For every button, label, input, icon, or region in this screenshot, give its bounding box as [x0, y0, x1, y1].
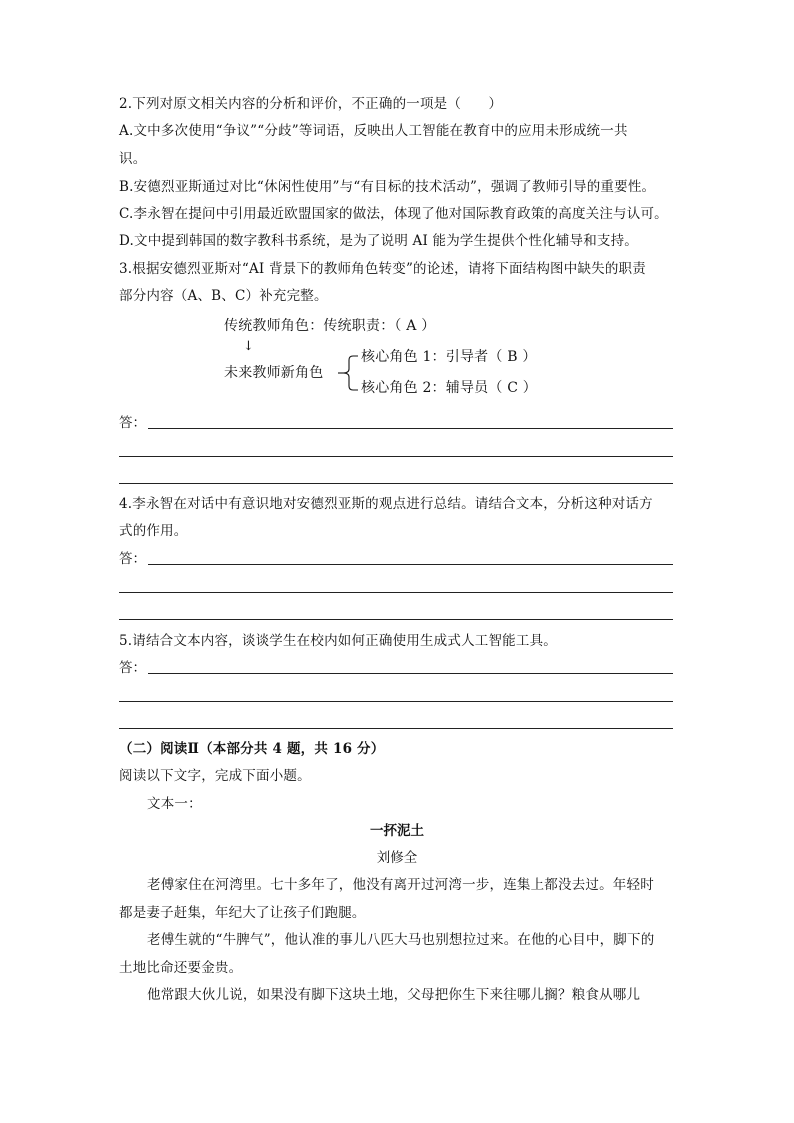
- paragraph-3: 他常跟大伙儿说，如果没有脚下这块土地，父母把你生下来往哪儿搁？粮食从哪儿: [147, 987, 641, 1003]
- answer-line[interactable]: [119, 701, 673, 702]
- answer-line[interactable]: [148, 673, 673, 674]
- answer-line[interactable]: [148, 428, 673, 429]
- answer-line[interactable]: [119, 592, 673, 593]
- paragraph-2: 老傅生就的“牛脾气”，他认准的事儿八匹大马也别想拉过来。在他的心目中，脚下的: [147, 932, 655, 948]
- answer-line[interactable]: [148, 564, 673, 565]
- q2-option-a-cont: 识。: [119, 151, 147, 167]
- q3-stem-cont: 部分内容（A、B、C）补充完整。: [119, 288, 328, 304]
- diagram-role-counselor: 核心角色 2：辅导员（ C ）: [361, 380, 537, 396]
- brace-icon: [338, 350, 360, 396]
- diagram-future-role: 未来教师新角色: [224, 365, 324, 381]
- section-heading: （二）阅读Ⅱ（本部分共 4 题，共 16 分）: [119, 741, 385, 757]
- answer-label: 答：: [119, 660, 146, 676]
- down-arrow-icon: ↓: [243, 339, 255, 354]
- q2-option-c: C.李永智在提问中引用最近欧盟国家的做法，体现了他对国际教育政策的高度关注与认可。: [119, 206, 668, 222]
- q4-stem: 4.李永智在对话中有意识地对安德烈亚斯的观点进行总结。请结合文本，分析这种对话方: [119, 496, 653, 512]
- q3-stem: 3.根据安德烈亚斯对“AI 背景下的教师角色转变”的论述，请将下面结构图中缺失的职责: [119, 261, 646, 277]
- q4-stem-cont: 式的作用。: [119, 523, 188, 539]
- paragraph-1-cont: 都是妻子赶集，年纪大了让孩子们跑腿。: [119, 905, 366, 921]
- article-title: 一抔泥土: [370, 823, 424, 839]
- text-label: 文本一：: [147, 796, 202, 812]
- q2-option-a: A.文中多次使用“争议”“分歧”等词语，反映出人工智能在教育中的应用未形成统一共: [119, 123, 628, 139]
- paragraph-2-cont: 土地比命还要金贵。: [119, 960, 243, 976]
- answer-line[interactable]: [119, 456, 673, 457]
- q5-stem: 5.请结合文本内容，谈谈学生在校内如何正确使用生成式人工智能工具。: [119, 633, 557, 649]
- section-instruction: 阅读以下文字，完成下面小题。: [119, 768, 311, 784]
- answer-line[interactable]: [119, 483, 673, 484]
- q2-stem: 2.下列对原文相关内容的分析和评价，不正确的一项是（ ）: [119, 96, 503, 112]
- diagram-traditional-role: 传统教师角色：传统职责：（ A ）: [224, 318, 436, 334]
- answer-label: 答：: [119, 551, 146, 567]
- answer-label: 答：: [119, 415, 146, 431]
- q2-option-b: B.安德烈亚斯通过对比“休闲性使用”与“有目标的技术活动”，强调了教师引导的重要性。: [119, 179, 656, 195]
- paragraph-1: 老傅家住在河湾里。七十多年了，他没有离开过河湾一步，连集上都没去过。年轻时: [147, 877, 654, 893]
- answer-line[interactable]: [119, 619, 673, 620]
- article-author: 刘修全: [376, 850, 418, 866]
- diagram-role-guide: 核心角色 1：引导者（ B ）: [361, 349, 537, 365]
- answer-line[interactable]: [119, 728, 673, 729]
- q2-option-d: D.文中提到韩国的数字教科书系统，是为了说明 AI 能为学生提供个性化辅导和支持。: [119, 233, 638, 249]
